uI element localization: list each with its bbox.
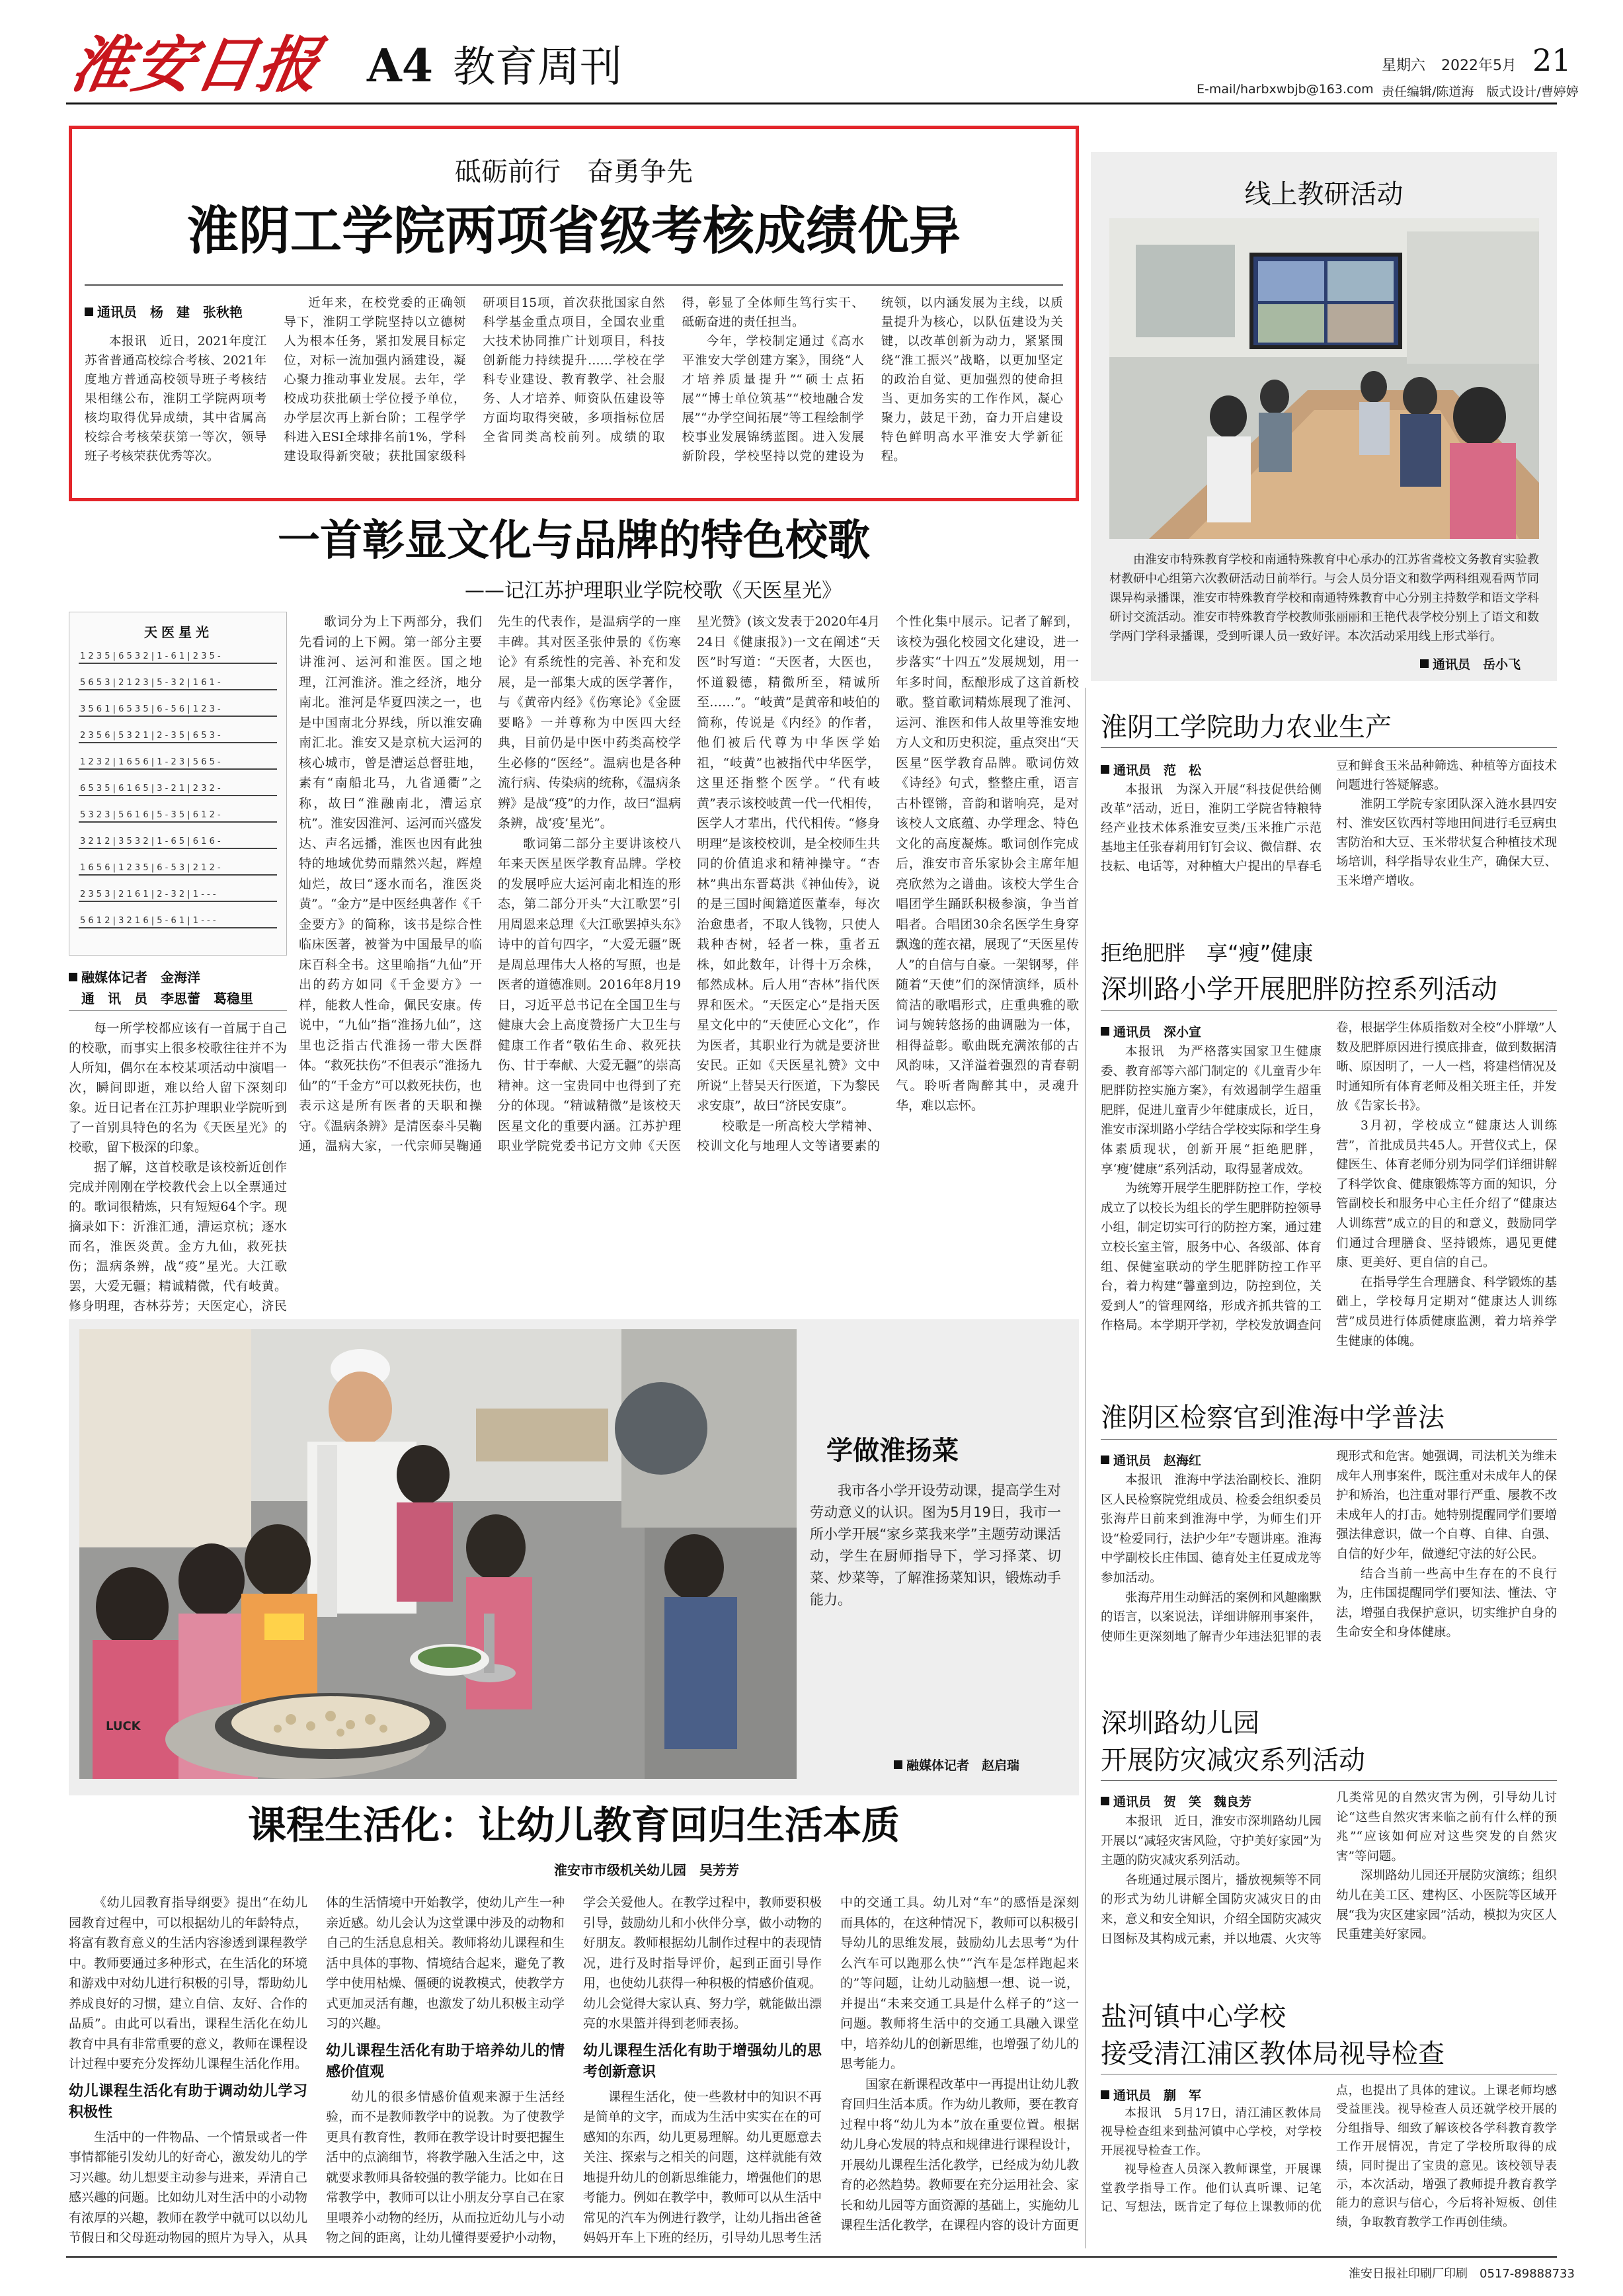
online-title: 线上教研活动 xyxy=(1244,179,1404,210)
course-heading-2: 幼儿课程生活化有助于培养幼儿的情感价值观 xyxy=(326,2042,565,2080)
preschool-byline-spacer xyxy=(1101,1788,1322,1812)
preschool-paragraph: 深圳路幼儿园还开展防灾演练；组织幼儿在美工区、建构区、小医院等区域开展“我为灾区建家园”活动，模拟为灾区人民重建美好家园。 xyxy=(1336,1869,1557,1942)
law-paragraph: 本报讯 淮海中学法治副校长、淮阴区人民检察院党组成员、检委会组织委员张海芹日前来到淮海中学，为师生们开设“检爱同行，法护少年”专题讲座。淮海中学副校长庄伟国、德育处主任夏成龙等参加活动。 xyxy=(1101,1473,1322,1585)
preschool-paragraph: 各班通过展示图片，播放视频等不同的形式为幼儿讲解全国防灾减灾日的由来，意义和安全知识，介绍全国防灾减灾日图标及其构成元素，并以地震、火灾等几类常见的自然灾害为例，引导幼儿讨论“这些自然灾害来临之前有什么样的预兆”“应该如何应对这些突发的自然灾害”等问题。 xyxy=(1101,1791,1557,1946)
a2-col1 xyxy=(69,1018,287,1329)
agri-body xyxy=(1101,757,1557,934)
svg-text:3 2 1 2 | 3 5 3 2 | 1 - 6 5 |: 3 2 1 2 | 3 5 3 2 | 1 - 6 5 | 6 1 6 - xyxy=(80,837,221,846)
slim-byline: 通讯员 深小宣 xyxy=(1101,1022,1201,1040)
a2-byline-rule xyxy=(69,1010,287,1011)
agri-byline-spacer xyxy=(1101,757,1322,780)
online-byline: 通讯员 岳小飞 xyxy=(1420,655,1521,673)
score-notation xyxy=(69,643,287,956)
footer-printer: 淮安日报社印刷厂印刷 0517-89888733 xyxy=(1349,2267,1575,2281)
inspect-title-2: 接受清江浦区教体局视导检查 xyxy=(1101,2039,1445,2069)
photo-caption-text: 我市各小学开设劳动课，提高学生对劳动意义的认识。图为5月19日，我市一所小学开展“家乡菜我来学”主题劳动课活动，学生在厨师指导下，学习择菜、切菜、炒菜等，了解淮扬菜知识，锻炼动手能力。 xyxy=(810,1483,1061,1608)
preschool-paragraph: 本报讯 近日，淮安市深圳路幼儿园开展以“减轻灾害风险，守护美好家园”为主题的防灾减灾系列活动。 xyxy=(1101,1815,1322,1868)
apron-text: LUCK xyxy=(106,1719,141,1733)
course-paragraph: 《幼儿园教育指导纲要》提出“在幼儿园教育过程中，可以根据幼儿的年龄特点，将富有教育意义的生活内容渗透到课程教学中。教师要通过多种形式，在生活化的环境和游戏中对幼儿进行积极的引导，帮助幼儿养成良好的习惯，建立自信、友好、合作的品质”。由此可以看出，课程生活化在幼儿教育中具有非常重要的意义，教师在课程设计过程中要充分发挥幼儿课程生活化作用。 xyxy=(69,1895,308,2071)
svg-text:2 3 5 3 | 2 1 6 1 | 2 - 3 2 |: 2 3 5 3 | 2 1 6 1 | 2 - 3 2 | 1 - - - xyxy=(80,889,216,899)
a1-byline: 通讯员 杨 建 张秋艳 xyxy=(85,302,243,321)
slim-paragraph: 本报讯 为严格落实国家卫生健康委、教育部等六部门制定的《儿童青少年肥胖防控实施方案》，有效遏制学生超重肥胖，促进儿童青少年健康成长，近日，淮安市深圳路小学结合学校实际和学生身体素质现状，创新开展“拒绝肥胖，享‘瘦’健康”系列活动，取得显著成效。 xyxy=(1101,1045,1322,1176)
music-score xyxy=(69,612,287,956)
online-photo xyxy=(1109,218,1539,539)
masthead-email: E-mail/harbxwbjb@163.com xyxy=(1197,82,1374,97)
a1-paragraph: 近年来，在校党委的正确领导下，淮阴工学院坚持以立德树人为根本任务，紧扣发展目标定位，对标一流加强内涵建设，凝心聚力推动事业发展。去年，学校成功获批硕士学位授予单位，办学层次再上新台阶；工程学学科进入ESI全球排名前1%，学科建设取得新突破；获批国家级科研项目15项，首次获批国家自然科学基金重点项目，全国农业重大技术协同推广计划项目，科技创新能力持续提升……学校在学科专业建设、教育教学、社会服务、人才培养、师资队伍建设等方面均取得突破，多项指标位居全省同类高校前列。成绩的取得，彰显了全体师生笃行实干、砥砺奋进的责任担当。 xyxy=(284,296,864,464)
law-body xyxy=(1101,1447,1557,1693)
inspect-title-1: 盐河镇中心学校 xyxy=(1101,2002,1286,2032)
a2-paragraph: 每一所学校都应该有一首属于自己的校歌，而事实上很多校歌往往并不为人所知，偶尔在本校某项活动中演唱一次，瞬间即逝，难以给人留下深刻印象。近日记者在江苏护理职业学院听到了一首别具特色的名为《天医星光》的校歌，留下极深的印象。 xyxy=(69,1021,287,1155)
a2-subtitle: ——记江苏护理职业学院校歌《天医星光》 xyxy=(465,579,842,602)
online-caption-text: 由淮安市特殊教育学校和南通特殊教育中心承办的江苏省聋校文务教育实验教材教研中心组第六次教研活动日前举行。与会人员分语文和数学两科组观看两节同课异构录播课，淮安市特殊教育学校和南通特殊教育中心分别主持数学和语文学科研讨交流活动。淮安市特殊教育学校教师张丽丽和王艳代表学校分别上了语文和数学两门学科录播课，受到听课人员一致好评。本次活动采用线上形式举行。 xyxy=(1109,553,1539,643)
inspect-byline-spacer xyxy=(1101,2082,1322,2104)
course-author: 淮安市市级机关幼儿园 吴芳芳 xyxy=(554,1862,739,1878)
svg-text:5 6 1 2 | 3 2 1 6 | 5 - 6 1 |: 5 6 1 2 | 3 2 1 6 | 5 - 6 1 | 1 - - - xyxy=(80,916,216,926)
slim-paragraph: 在指导学生合理膳食、科学锻炼的基础上，学校每月定期对“健康达人训练营”成员进行体质健康监测，着力培养学生健康的体魄。 xyxy=(1336,1275,1557,1348)
law-title: 淮阴区检察官到淮海中学普法 xyxy=(1101,1403,1445,1433)
a1-title: 淮阴工学院两项省级考核成绩优异 xyxy=(186,202,961,261)
photo-title: 学做淮扬菜 xyxy=(826,1436,959,1466)
a1-byline-spacer xyxy=(85,294,266,332)
agri-paragraph: 本报讯 为深入开展“科技促供给侧改革”活动，近日，淮阴工学院省特粮特经产业技术体系淮安豆类/玉米推广示范基地主任张春莉用钉钉会议、微信群、农技耘、电话等，对种植大户提出的旱春毛豆和鲜食玉米品种筛选、种植等方面技术问题进行答疑解惑。 xyxy=(1101,759,1557,874)
a1-paragraph: 本报讯 近日，2021年度江苏省普通高校综合考核、2021年度地方普通高校领导班子考核结果相继公布，淮阴工学院两项考核均取得优异成绩，其中省属高校综合考核荣获第一等次，领导班子考核荣获优秀等次。 xyxy=(85,335,267,464)
course-paragraph: 国家在新课程改革中一再提出让幼儿教育回归生活本质。作为幼儿教师，要在教育过程中将“幼儿为本”放在重要位置。根据幼儿身心发展的特点和规律进行课程设计，开展幼儿课程生活化教学，已经成为幼儿教育的必然趋势。教师要在充分运用社会、家长和幼儿园等方面资源的基础上，实施幼儿课程生活化教学，在课程内容的设计方面更 xyxy=(840,2076,1079,2233)
slim-paragraph: 3月初，学校成立“健康达人训练营”，首批成员共45人。开营仪式上，保健医生、体育老师分别为同学们详细讲解了科学饮食、健康锻炼等方面的知识，分管副校长和服务中心主任介绍了“健康达人训练营”成立的目的和意义，鼓励同学们通过合理膳食、坚持锻炼，遇见更健康、更美好、更自信的自己。 xyxy=(1336,1118,1557,1270)
inspect-paragraph: 本报讯 5月17日，清江浦区教体局视导检查组来到盐河镇中心学校，对学校开展视导检查工作。 xyxy=(1101,2106,1322,2158)
svg-text:1 2 3 5 | 6 5 3 2 | 1 - 6 1 |: 1 2 3 5 | 6 5 3 2 | 1 - 6 1 | 2 3 5 - xyxy=(80,651,221,661)
course-body xyxy=(69,1893,1079,2250)
a1-paragraph: 今年，学校制定通过《高水平淮安大学创建方案》，围绕“人才培养质量提升”“硕士点拓展”“博士单位筑基”“校地融合发展”“办学空间拓展”等工程绘制学校事业发展锦绣蓝图。进入发展新阶段，学校坚持以党的建设为统领，以内涵发展为主线，以质量提升为核心，以队伍建设为关键，以改革创新为动力，紧紧围绕“淮工振兴”战略，以更加坚定的政治自觉、更加强烈的使命担当、更加务实的工作作风，凝心聚力，鼓足干劲，奋力开启建设特色鲜明高水平淮安大学新征程。 xyxy=(682,296,1063,464)
a2-byline-2: 通 讯 员 李思蕾 葛稳里 xyxy=(81,991,253,1006)
preschool-byline: 通讯员 贺 笑 魏良芳 xyxy=(1101,1792,1251,1810)
svg-text:1 6 5 6 | 1 2 3 5 | 6 - 5 3 |: 1 6 5 6 | 1 2 3 5 | 6 - 5 3 | 2 1 2 - xyxy=(80,863,221,873)
slim-paragraph: 为统筹开展学生肥胖防控工作，学校成立了以校长为组长的学生肥胖防控领导小组，制定切实可行的防控方案，通过建立校长室主管，服务中心、各级部、体育组、保健室联动的学生肥胖防控工作平台，着力构建“馨童到边，防控到位，关爱到人”的管理网络，形成齐抓共管的工作格局。本学期开学初，学校发放调查问卷，根据学生体质指数对全校“小胖墩”人数及肥胖原因进行摸底排查，做到数据清晰、原因明了，一人一档，将建档情况及时通知所有体育老师及相关班主任，并发放《告家长书》。 xyxy=(1101,1021,1557,1333)
svg-text:1 2 3 2 | 1 6 5 6 | 1 - 2 3 |: 1 2 3 2 | 1 6 5 6 | 1 - 2 3 | 5 6 5 - xyxy=(80,757,221,767)
cooking-photo xyxy=(79,1329,797,1779)
course-paragraph: 生活中的一件物品、一个情景或者一件事情都能引发幼儿的好奇心，激发幼儿的学习兴趣。幼儿想要主动参与进来，弄清自己感兴趣的问题。比如幼儿对生活中的小动物有浓厚的兴趣，教师在教学中就可以以幼儿节假日和父母逛动物园的照片为导入，从具体的生活情境中开始教学，使幼儿产生一种亲近感。幼儿会认为这堂课中涉及的动物和自己的生活息息相关。教师将幼儿课程和生活中具体的事物、情境结合起来，避免了教学中使用枯燥、僵硬的说教模式，使教学方式更加灵活有趣，也激发了幼儿积极主动学习的兴趣。 xyxy=(69,1895,565,2245)
a2-paragraph: 据了解，这首校歌是该校新近创作完成并刚刚在学校教代会上以全票通过的。歌词很精炼，只有短短64个字。现摘录如下：沂淮汇通，漕运京杭；逐水而名，淮医炎黄。金方九仙，救死扶伤；温病条辨，战“疫”星光。大江歌罢，大爱无疆；精诚精微，代有岐黄。修身明理，杏林芬芳；天医定心，济民 xyxy=(69,1160,287,1313)
footer-rule xyxy=(66,2256,1557,2258)
course-title: 课程生活化：让幼儿教育回归生活本质 xyxy=(247,1803,900,1848)
slim-kicker: 拒绝肥胖 享“瘦”健康 xyxy=(1101,940,1314,965)
masthead-date: 2022年5月 xyxy=(1441,58,1517,74)
masthead-rule xyxy=(66,102,1557,104)
course-heading-3: 幼儿课程生活化有助于增强幼儿的思考创新意识 xyxy=(583,2042,822,2080)
svg-text:5 3 2 3 | 5 6 1 6 | 5 - 3 5 |: 5 3 2 3 | 5 6 1 6 | 5 - 3 5 | 6 1 2 - xyxy=(80,810,221,820)
agri-paragraph: 淮阴工学院专家团队深入涟水县四安村、淮安区钦西村等地田间进行毛豆病虫害防治和大豆、玉米带状复合种植技术现场培训，科学指导农业生产，确保大豆、玉米增产增收。 xyxy=(1336,798,1557,888)
preschool-title-1: 深圳路幼儿园 xyxy=(1101,1708,1259,1739)
preschool-body xyxy=(1101,1788,1557,1988)
score-title: 天医星光 xyxy=(144,624,213,640)
law-byline: 通讯员 赵海红 xyxy=(1101,1451,1201,1469)
inspect-body xyxy=(1101,2082,1557,2251)
masthead-logo: 淮安日报 xyxy=(65,29,327,101)
a1-rule xyxy=(85,284,1063,286)
slim-body xyxy=(1101,1018,1557,1382)
slim-byline-spacer xyxy=(1101,1018,1322,1042)
law-paragraph: 结合当前一些高中生存在的不良行为，庄伟国提醒同学们要知法、懂法、守法，增强自我保护意识，切实维护自身的生命安全和身体健康。 xyxy=(1336,1567,1557,1640)
a2-title: 一首彰显文化与品牌的特色校歌 xyxy=(278,516,870,565)
svg-text:2 3 5 6 | 5 3 2 1 | 2 - 3 5 |: 2 3 5 6 | 5 3 2 1 | 2 - 3 5 | 6 5 3 - xyxy=(80,731,221,741)
masthead xyxy=(0,0,1623,106)
agri-rule xyxy=(1101,747,1557,748)
preschool-title-2: 开展防灾减灾系列活动 xyxy=(1101,1745,1365,1776)
a2-byline-1: 融媒体记者 金海洋 xyxy=(69,967,200,986)
meeting-room-illustration xyxy=(1109,218,1539,539)
masthead-weekday: 星期六 xyxy=(1382,58,1426,74)
photo-byline: 融媒体记者 赵启瑞 xyxy=(894,1756,1019,1774)
course-paragraph: 课程生活化，使一些教材中的知识不再是简单的文字，而成为生活中实实在在的可感知的东西，幼儿更易理解。幼儿更愿意去关注、探索与之相关的问题，这样就能有效地提升幼儿的创新思维能力，增强他们的思考能力。例如在教学中，教师可以从生活中常见的汽车为例进行教学，让幼儿指出爸爸妈妈开车上下班的经历，引导幼儿思考生活中的交通工具。幼儿对“车”的感悟是深刻而具体的，在这种情况下，教师可以积极引导幼儿的思维发展，鼓励幼儿去思考“为什么汽车可以跑那么快”“汽车是怎样跑起来的”等问题，让幼儿动脑想一想、说一说，并提出“未来交通工具是什么样子的”这一问题。教师将生活中的交通工具融入课堂中，培养幼儿的创新思维，也增强了幼儿的思考能力。 xyxy=(583,1895,1079,2245)
svg-text:3 5 6 1 | 6 5 3 5 | 6 - 5 6 |: 3 5 6 1 | 6 5 3 5 | 6 - 5 6 | 1 2 3 - xyxy=(80,704,221,714)
svg-text:5 6 5 3 | 2 1 2 3 | 5 - 3 2 |: 5 6 5 3 | 2 1 2 3 | 5 - 3 2 | 1 6 1 - xyxy=(80,678,221,688)
svg-text:6 5 3 5 | 6 1 6 5 | 3 - 2 1 |: 6 5 3 5 | 6 1 6 5 | 3 - 2 1 | 2 3 2 - xyxy=(80,784,221,794)
course-heading-1: 幼儿课程生活化有助于调动幼儿学习积极性 xyxy=(69,2082,307,2121)
a2-columns xyxy=(299,612,1079,1329)
inspect-paragraph: 视导检查人员深入教师课堂，开展课堂教学指导工作。他们认真听课、记笔记、写想法，既肯定了每位上课教师的优点，也提出了具体的建议。上课老师均感受益匪浅。视导检查人员还就学校开展的分组指导、细致了解该校各学科教育教学工作开展情况，肯定了学校所取得的成绩，同时提出了宝贵的意见。该校领导表示，本次活动，增强了教师提升教育教学能力的意识与信心，今后将补短板、创佳绩，争取教育教学工作再创佳绩。 xyxy=(1101,2084,1557,2229)
page-number: A4 xyxy=(367,40,434,93)
course-paragraph: 幼儿的很多情感价值观来源于生活经验，而不是教师教学中的说教。为了使教学更具有教育性，教师在教学设计时要把握生活中的点滴细节，将教学融入生活之中，这就要求教师具备较强的教学能力。比如在日常教学中，教师可以让小朋友分享自己在家里喂养小动物的经历，从而拉近幼儿与小动物之间的距离，让幼儿懂得要爱护小动物，学会关爱他人。在教学过程中，教师要积极引导，鼓励幼儿和小伙伴分享，做小动物的好朋友。教师根据幼儿制作过程中的表现情况，进行及时指导评价，起到正面引导作用，也使幼儿获得一种积极的情感价值观。幼儿会觉得大家认真、努力学，就能做出漂亮的水果篮并得到老师表扬。 xyxy=(326,1895,822,2245)
law-byline-spacer xyxy=(1101,1447,1322,1471)
masthead-day: 21 xyxy=(1532,42,1571,78)
photo-caption xyxy=(810,1480,1061,1698)
a1-kicker: 砥砺前行 奋勇争先 xyxy=(455,157,693,187)
agri-byline: 通讯员 范 松 xyxy=(1101,760,1201,778)
a1-body xyxy=(85,294,1063,492)
law-paragraph: 张海芹用生动鲜活的案例和风趣幽默的语言，以案说法，详细讲解刑事案件，使师生更深刻地了解青少年违法犯罪的表现形式和危害。她强调，司法机关为维未成年人刑事案件，既注重对未成年人的保护和矫治，也注重对罪行严重、屡教不改未成年人的打击。她特别提醒同学们要增强法律意识，做一个自尊、自律、自强、自信的好少年，做遵纪守法的好公民。 xyxy=(1101,1450,1557,1644)
slim-title: 深圳路小学开展肥胖防控系列活动 xyxy=(1101,974,1497,1004)
right-column-divider xyxy=(1085,688,1086,2248)
inspect-byline: 通讯员 蒯 军 xyxy=(1101,2086,1201,2104)
a2-paragraph: 歌词第二部分主要讲该校八年来天医星医学教育品牌。学校的发展呼应大运河南北相连的形态，第二部分开头“大江歌罢”引用周恩来总理《大江歌罢掉头东》诗中的首句四字，“大爱无疆”既是周总理伟大人格的写照，也是医者的道德准则。2016年8月19日，习近平总书记在全国卫生与健康大会上高度赞扬广大卫生与健康工作者“敬佑生命、救死扶伤、甘于奉献、大爱无疆”的崇高精神。这一宝贵同中也得到了充分的体现。“精诚精微”是该校天医星文化的重要内涵。江苏护理职业学院党委书记方文帅《天医星光赞》(该文发表于2020年4月24日《健康报》)一文在阐述“天医”时写道：“天医者，大医也，怀道毅德，精微所至，精诚所至……”。“岐黄”是黄帝和岐伯的简称，传说是《内经》的作者，他们被后代尊为中华医学始祖，“岐黄”也被指代中华医学，这里还指整个医学。“代有岐黄”表示该校岐黄一代一代相传，医学人才辈出，代代相传。“修身明理”是该校校训，是全校师生共同的价值追求和精神操守。“杏林”典出东晋葛洪《神仙传》，说的是三国时闽籍道医董奉，每次治愈患者，不取人钱物，只使人栽种杏树，轻者一株，重者五株，如此数年，计得十万余株，郁然成林。后人用“杏林”指代医界和医术。“天医定心”是指天医星文化中的“天使匠心文化”，作为医者，其职业行为就是要济世安民。正如《天医星礼赞》文中所说“上替吴天行医道，下为黎民求安康”，故曰“济民安康”。 xyxy=(498,614,880,1153)
a2-paragraph: 歌词分为上下两部分，我们先看词的上下阙。第一部分主要讲淮河、运河和淮医。国之地理，江河淮济。淮之经济，地分南北。淮河是华夏四渎之一，也是中国南北分界线，所以淮安确南汇北。淮安又是京杭大运河的核心城市，曾是漕运总督驻地，素有“南船北马，九省通衢”之称，故曰“淮融南北，漕运京杭”。淮安因淮河、运河而兴盛发达、声名远播，淮医也因有此独特的地域优势而鼎然兴起，辉煌灿烂，故曰“逐水而名，淮医炎黄”。“金方”是中医经典著作《千金要方》的简称，该书是综合性临床医著，被誉为中国最早的临床百科全书。这里喻指“九仙”开出的药方如同《千金要方》一样，能救人性命，佩民安康。传说中，“九仙”指“淮扬九仙”，这里也泛指古代淮扬一带大医群体。“救死扶伤”不但表示“淮扬九仙”的“千金方”可以救死扶伤，也表示这是所有医者的天职和操守。《温病条辨》是清医泰斗吴鞠通，温病大家，一代宗师吴鞠通先生的代表作，是温病学的一座丰碑。其对医圣张仲景的《伤寒论》有系统性的完善、补充和发展，是一部集大成的医学著作，与《黄帝内经》《伤寒论》《金匮要略》一并尊称为中医四大经典，目前仍是中医中药类高校学生必修的“医经”。温病也是各种流行病、传染病的统称，《温病条辨》是战“疫”的力作，故曰“温病条辨，战‘疫’星光”。 xyxy=(299,614,681,1153)
cooking-class-illustration xyxy=(79,1329,797,1779)
preschool-rule xyxy=(1101,1780,1557,1781)
slim-rule xyxy=(1101,1010,1557,1011)
agri-title: 淮阴工学院助力农业生产 xyxy=(1101,712,1392,743)
law-rule xyxy=(1101,1439,1557,1440)
masthead-editor: 责任编辑/陈道海 版式设计/曹婷婷 xyxy=(1382,85,1579,99)
a2-paragraph: 校歌是一所高校大学精神、校训文化与地理人文等诸要素的个性化集中展示。记者了解到，该校为强化校园文化建设，进一步落实“十四五”发展规划，用一年多时间，酝酿形成了这首新校歌。整首歌词精炼展现了淮河、运河、淮医和伟人故里等淮安地方人文和历史积淀，重点突出“天医星”医学教育品牌。歌词仿效《诗经》句式，整整庄重，语言古朴铿锵，音韵和谐响亮，是对该校人文底蕴、办学理念、特色文化的高度凝炼。歌词创作完成后，淮安市音乐家协会主席年旭亮欣然为之谱曲。该校大学生合唱团学生踊跃积极参演，争当首唱者。合唱团30余名医学生身穿飘逸的莲衣裙，展现了“天医星传人”的自信与自豪。一架钢琴，伴随着“天使”们的深情演绎，质朴简洁的歌唱形式，庄重典雅的歌词与婉转悠扬的曲调融为一体，相得益彰。歌曲既充满浓郁的古风韵味，又洋溢着强烈的青春朝气。聆听者陶醉其中，灵魂升华，难以忘怀。 xyxy=(697,614,1079,1153)
section-title: 教育周刊 xyxy=(453,43,622,92)
